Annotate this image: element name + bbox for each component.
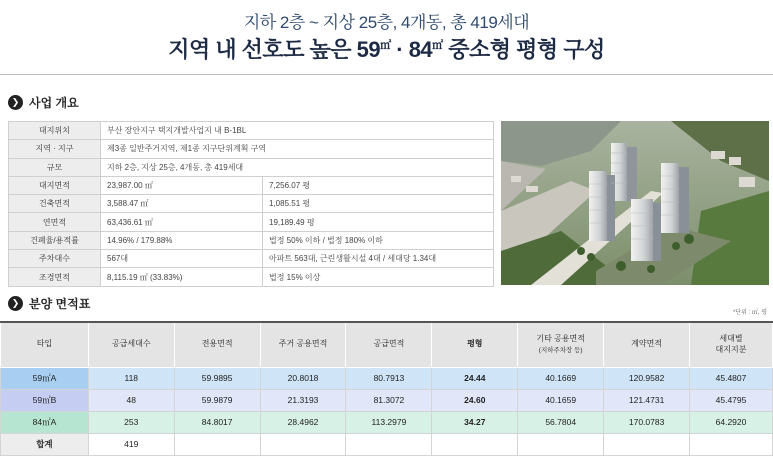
overview-value-secondary: 1,085.51 평: [263, 195, 494, 213]
cell-units: 118: [88, 367, 174, 389]
overview-row: [9, 158, 494, 176]
col-header-other-common-sub: (지하주차장 등): [538, 346, 583, 354]
col-header-units: 공급세대수: [88, 322, 174, 367]
col-header-land-share-bottom: 대지지분: [715, 344, 747, 354]
cell-units: 253: [88, 411, 174, 433]
cell-pyeong: 24.60: [432, 389, 518, 411]
cell-exclusive: 59.9895: [174, 367, 260, 389]
col-header-common: 주거 공용면적: [260, 322, 346, 367]
cell-other: 56.7804: [518, 411, 604, 433]
title-part-3: 중소형 평형 구성: [442, 37, 605, 62]
overview-row: [9, 268, 494, 286]
total-row: [1, 433, 773, 455]
cell-units: 48: [88, 389, 174, 411]
unit-sup-2: ㎡: [432, 39, 443, 52]
total-empty-cell: [432, 433, 518, 455]
cell-contract: 120.9582: [604, 367, 690, 389]
total-empty-cell: [690, 433, 773, 455]
overview-row: [9, 140, 494, 158]
overview-value: 23,987.00 ㎡: [101, 176, 263, 194]
cell-other: 40.1659: [518, 389, 604, 411]
unit-note: *단위 : ㎡, 평: [732, 310, 767, 316]
cell-supply: 113.2979: [346, 411, 432, 433]
total-label: 합계: [1, 433, 89, 455]
aerial-rendering-image: [501, 121, 769, 285]
col-header-pyeong: 평형: [432, 322, 518, 367]
col-header-exclusive: 전용면적: [174, 322, 260, 367]
chevron-right-icon: ❯: [8, 95, 23, 110]
total-empty-cell: [174, 433, 260, 455]
overview-label: 조경면적: [9, 268, 101, 286]
col-header-land-share: [690, 322, 773, 367]
total-empty-cell: [260, 433, 346, 455]
cell-common: 28.4962: [260, 411, 346, 433]
overview-section-title: 사업 개요: [29, 95, 79, 110]
col-header-other-common-main: 기타 공용면적: [536, 333, 585, 343]
col-header-supply: 공급면적: [346, 322, 432, 367]
overview-value: 567대: [101, 250, 263, 268]
overview-label: 대지위치: [9, 122, 101, 140]
overview-table: [8, 121, 494, 287]
header-title: [0, 33, 773, 64]
area-table-header: [1, 322, 773, 367]
cell-pyeong: 24.44: [432, 367, 518, 389]
overview-row: [9, 122, 494, 140]
cell-type: 59㎡B: [1, 389, 89, 411]
overview-label: 연면적: [9, 213, 101, 231]
overview-value: 지하 2층, 지상 25층, 4개동, 총 419세대: [101, 158, 494, 176]
overview-value: 3,588.47 ㎡: [101, 195, 263, 213]
cell-common: 21.3193: [260, 389, 346, 411]
overview-label: 건축면적: [9, 195, 101, 213]
overview-value: 8,115.19 ㎡ (33.83%): [101, 268, 263, 286]
cell-land: 45.4795: [690, 389, 773, 411]
col-header-type: 타입: [1, 322, 89, 367]
chevron-right-icon: ❯: [8, 296, 23, 311]
cell-exclusive: 84.8017: [174, 411, 260, 433]
total-empty-cell: [518, 433, 604, 455]
overview-value: 14.96% / 179.88%: [101, 231, 263, 249]
overview-section-heading: [8, 93, 79, 111]
overview-row: [9, 250, 494, 268]
overview-label: 지역 · 지구: [9, 140, 101, 158]
col-header-land-share-top: 세대별: [719, 333, 743, 343]
header-divider: [0, 74, 773, 75]
overview-value-secondary: 아파트 563대, 근린생활시설 4대 / 세대당 1.34대: [263, 250, 494, 268]
cell-other: 40.1669: [518, 367, 604, 389]
overview-value-secondary: 7,256.07 평: [263, 176, 494, 194]
overview-row: [9, 176, 494, 194]
cell-pyeong: 34.27: [432, 411, 518, 433]
overview-label: 규모: [9, 158, 101, 176]
cell-land: 64.2920: [690, 411, 773, 433]
cell-supply: 81.3072: [346, 389, 432, 411]
overview-value-secondary: 19,189.49 평: [263, 213, 494, 231]
overview-label: 대지면적: [9, 176, 101, 194]
area-section-heading: [8, 294, 90, 312]
col-header-other-common: [518, 322, 604, 367]
cell-exclusive: 59.9879: [174, 389, 260, 411]
area-table: [0, 321, 773, 456]
cell-type: 59㎡A: [1, 367, 89, 389]
table-row: [1, 367, 773, 389]
cell-land: 45.4807: [690, 367, 773, 389]
overview-row: [9, 195, 494, 213]
overview-row: [9, 231, 494, 249]
unit-sup-1: ㎡: [380, 39, 391, 52]
overview-label: 주차대수: [9, 250, 101, 268]
overview-value: 제3종 일반주거지역, 제1종 지구단위계획 구역: [101, 140, 494, 158]
total-units: 419: [88, 433, 174, 455]
table-row: [1, 411, 773, 433]
page-header: [0, 0, 773, 72]
title-part-1: 지역 내 선호도 높은 59: [168, 37, 381, 62]
overview-value: 63,436.61 ㎡: [101, 213, 263, 231]
table-row: [1, 389, 773, 411]
cell-supply: 80.7913: [346, 367, 432, 389]
header-subtitle: 지하 2층 ~ 지상 25층, 4개동, 총 419세대: [243, 13, 530, 32]
total-empty-cell: [346, 433, 432, 455]
total-empty-cell: [604, 433, 690, 455]
overview-value: 부산 장안지구 택지개발사업지 내 B-1BL: [101, 122, 494, 140]
title-part-2: · 84: [390, 37, 433, 62]
overview-value-secondary: 법정 50% 이하 / 법정 180% 이하: [263, 231, 494, 249]
overview-row: [9, 213, 494, 231]
overview-label: 건폐율/용적률: [9, 231, 101, 249]
col-header-contract: 계약면적: [604, 322, 690, 367]
area-section-title: 분양 면적표: [29, 296, 91, 311]
cell-contract: 170.0783: [604, 411, 690, 433]
overview-value-secondary: 법정 15% 이상: [263, 268, 494, 286]
cell-contract: 121.4731: [604, 389, 690, 411]
cell-type: 84㎡A: [1, 411, 89, 433]
cell-common: 20.8018: [260, 367, 346, 389]
